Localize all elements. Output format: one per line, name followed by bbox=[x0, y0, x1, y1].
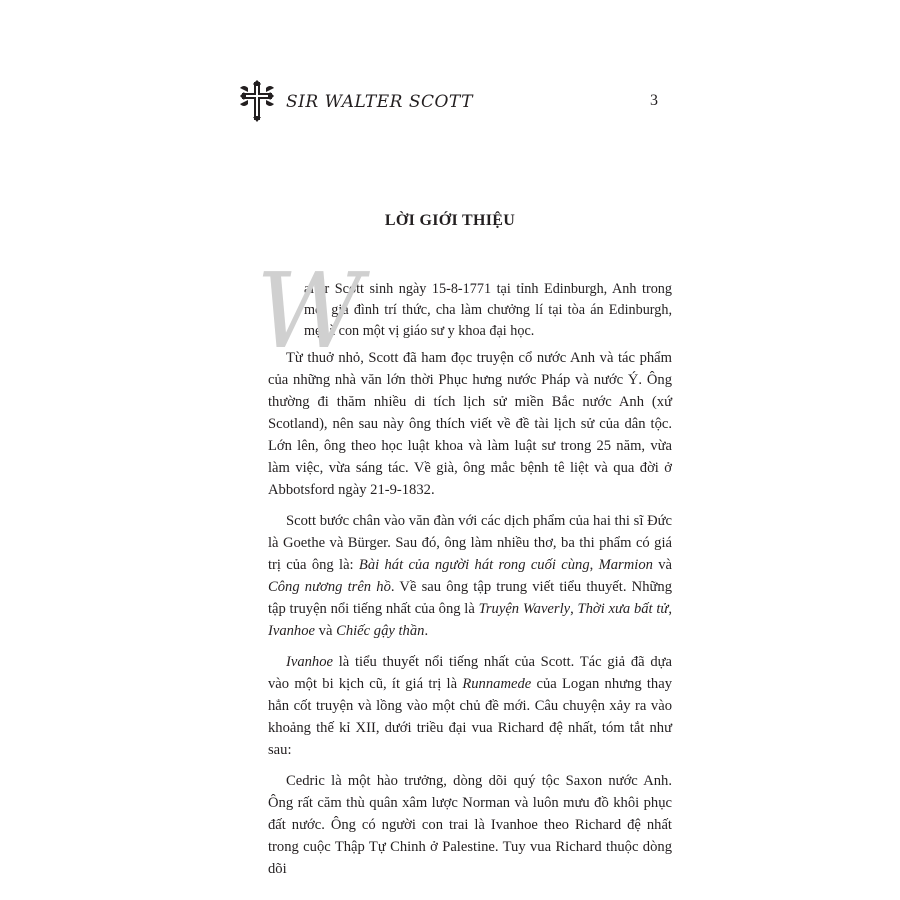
paragraph-1: alter Scott sinh ngày 15-8-1771 tại tỉnh Edinburgh, Anh trong một gia đình trí thức, cha làm chưởng lí tại tòa án Edinburgh, mẹ là con một vị giáo sư y khoa đại học. bbox=[304, 281, 672, 339]
work-title: Truyện Waverly bbox=[478, 601, 571, 617]
paragraph-3: Scott bước chân vào văn đàn với các dịch phẩm của hai thi sĩ Đức là Goethe và Bürger. Sau đó, ông làm nhiều thơ, ba thi phẩm có giá trị của ông là: Bài hát của người hát rong cuối cùng, Marmion và Công nương trên hồ. Về sau ông tập trung viết tiểu thuyết. Những tập truyện nổi tiếng nhất của ông là Truyện Waverly, Thời xưa bất tử, Ivanhoe và Chiếc gậy thần. bbox=[268, 513, 673, 639]
body-text bbox=[256, 250, 673, 889]
work-title: Runnamede bbox=[462, 676, 532, 692]
work-title: Bài hát của người hát rong cuối cùng bbox=[358, 557, 590, 573]
paragraph-2: Từ thuở nhỏ, Scott đã ham đọc truyện cổ nước Anh và tác phẩm của những nhà văn lớn thời Phục hưng nước Pháp và nước Ý. Ông thường đi thăm nhiều di tích lịch sử miền Bắc nước Anh (xứ Scotland), nên sau này ông thích viết về đề tài lịch sử của dân tộc. Lớn lên, ông theo học luật khoa và làm luật sư trong 25 năm, vừa làm việc, vừa sáng tác. Về già, ông mắc bệnh tê liệt và qua đời ở Abbotsford ngày 21-9-1832. bbox=[268, 350, 672, 498]
work-title: Ivanhoe bbox=[286, 654, 334, 670]
work-title: Chiếc gậy thần bbox=[336, 623, 425, 639]
ornamental-cross-icon bbox=[238, 80, 276, 122]
section-title: LỜI GIỚI THIỆU bbox=[384, 212, 516, 229]
page-header bbox=[238, 80, 658, 122]
paragraph-5: Cedric là một hào trưởng, dòng dõi quý tộc Saxon nước Anh. Ông rất căm thù quân xâm lược Norman và luôn mưu đồ khôi phục đất nước. Ông có người con trai là Ivanhoe theo Richard đệ nhất trong cuộc Thập Tự Chinh ở Palestine. Tuy vua Richard thuộc dòng dõi bbox=[268, 773, 672, 877]
drop-cap: W bbox=[256, 250, 363, 372]
work-title: Thời xưa bất tử bbox=[577, 601, 669, 617]
work-title: Công nương trên hồ bbox=[268, 579, 391, 595]
work-title: Marmion bbox=[598, 557, 653, 573]
paragraph-4: Ivanhoe là tiểu thuyết nổi tiếng nhất của Scott. Tác giả đã dựa vào một bi kịch cũ, ít giá trị là Runnamede của Logan nhưng thay hẳn cốt truyện và lồng vào một chủ đề mới. Câu chuyện xảy ra vào khoảng thế kỉ XII, dưới triều đại vua Richard đệ nhất, tóm tắt như sau: bbox=[268, 654, 672, 758]
page-number: 3 bbox=[650, 92, 658, 109]
work-title: Ivanhoe bbox=[268, 623, 316, 639]
running-title: SIR WALTER SCOTT bbox=[286, 92, 473, 112]
